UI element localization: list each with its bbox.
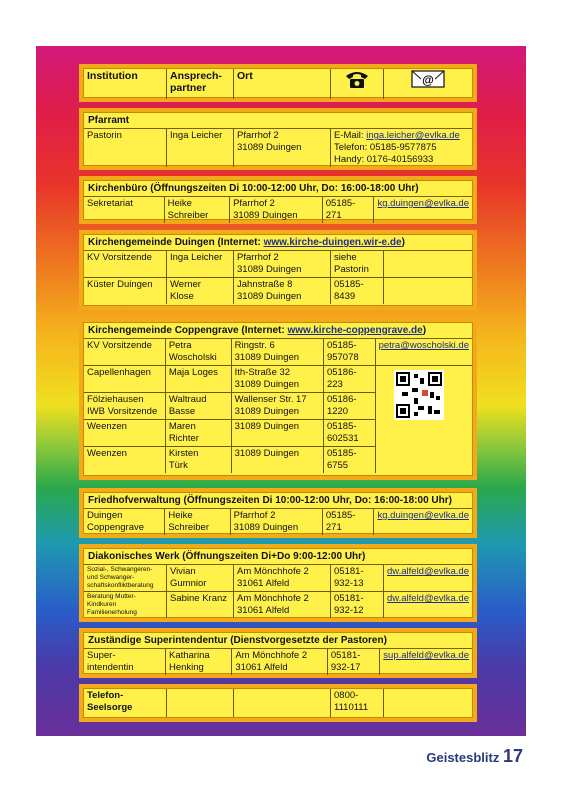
seelsorge-block [79,684,477,722]
telephone-icon [344,70,370,90]
header-location: Ort [234,69,331,99]
kirchenbuero-phone: 05185- 271 [322,197,374,223]
table-row: KV Vorsitzende Inga Leicher Pfarrhof 2 31089 Duingen siehe Pastorin [84,251,472,278]
table-row: Fölziehausen IWB Vorsitzende Waltraud Basse Wallenser Str. 17 31089 Duingen 05186- 1220 [84,393,472,420]
diakonie-email-link-2[interactable]: dw.alfeld@evlka.de [387,593,469,604]
header-block [79,64,477,102]
friedhof-block: Friedhofverwaltung (Öffnungszeiten Di 10:00-12:00 Uhr, Do: 16:00-18:00 Uhr) Duingen Coppengrave Heike Schreiber Pfarrhof 2 31089 Duingen 05185- 271 kg.duingen@evlka.de [79,488,477,538]
superintendentur-email-link[interactable]: sup.alfeld@evlka.de [383,650,469,661]
duingen-url-link[interactable]: www.kirche-duingen.wir-e.de [263,237,402,248]
header-mail [384,69,473,99]
pfarramt-title: Pfarramt [84,113,472,129]
superintendentur-block: Zuständige Superintendentur (Dienstvorgesetzte der Pastoren) Super- intendentin Katharina Henking Am Mönchhofe 2 31061 Alfeld 05181- 932-17 sup.alfeld@evlka.de [79,628,477,678]
diakonie-title: Diakonisches Werk (Öffnungszeiten Di+Do 9:00-12:00 Uhr) [84,549,472,565]
kirchenbuero-title: Kirchenbüro (Öffnungszeiten Di 10:00-12:00 Uhr, Do: 16:00-18:00 Uhr) [84,181,472,197]
duingen-title: Kirchengemeinde Duingen (Internet: www.kirche-duingen.wir-e.de) [84,235,472,251]
duingen-block [79,230,477,310]
svg-text:@: @ [422,73,434,87]
pfarramt-address: Pfarrhof 2 31089 Duingen [234,129,331,167]
kirchenbuero-email-link[interactable]: kg.duingen@evlka.de [377,198,469,209]
table-row: Capellenhagen Maja Loges Ith-Straße 32 31089 Duingen 05186- 223 [84,366,472,393]
kirchenbuero-email [374,197,472,223]
coppengrave-title: Kirchengemeinde Coppengrave (Internet: www.kirche-coppengrave.de) [84,323,472,339]
kirchenbuero-address: Pfarrhof 2 31089 Duingen [230,197,323,223]
friedhof-email-link[interactable]: kg.duingen@evlka.de [377,510,469,521]
kirchenbuero-person: Heike Schreiber [164,197,229,223]
pfarramt-role: Pastorin [87,130,122,141]
envelope-icon [411,70,445,88]
seelsorge-label: Telefon- Seelsorge [87,690,133,713]
header-phone [331,69,384,99]
magazine-name: Geistesblitz [426,750,500,765]
table-row: Beratung Mutter- Kindkuren Familienerholung Sabine Kranz Am Mönchhofe 2 31061 Alfeld 05181- 932-12 dw.alfeld@evlka.de [84,592,472,619]
qr-code-icon [394,370,444,420]
table-row: Weenzen Kirsten Türk 31089 Duingen 05185- 6755 [84,447,472,474]
header-table [84,69,472,99]
diakonie-block [79,544,477,622]
diakonie-email-link-1[interactable]: dw.alfeld@evlka.de [387,566,469,577]
coppengrave-url-link[interactable]: www.kirche-coppengrave.de [287,325,423,336]
pfarramt-email-link[interactable]: inga.leicher@evlka.de [366,130,460,141]
kirchenbuero-block [79,176,477,224]
pfarramt-block [79,108,477,170]
page-footer [426,746,523,767]
coppengrave-block [79,318,477,480]
table-row: KV Vorsitzende Petra Woscholski Ringstr. 6 31089 Duingen 05185- 957078 petra@woscholski.de [84,339,472,366]
seelsorge-phone: 0800- 1110111 [331,689,384,717]
page-number: 17 [502,746,523,766]
pfarramt-person: Inga Leicher [167,129,234,167]
table-row: Sozial-, Schwangeren- und Schwanger- schaftskonfliktberatung Vivian Gumnior Am Mönchhofe 2 31061 Alfeld 05181- 932-13 dw.alfeld@evlka.de [84,565,472,592]
header-contact: Ansprech- partner [167,69,234,99]
table-row: Weenzen Maren Richter 31089 Duingen 05185- 602531 [84,420,472,447]
table-row: Küster Duingen Werner Klose Jahnstraße 8 31089 Duingen 05185- 8439 [84,278,472,305]
kirchenbuero-role: Sekretariat [87,198,133,209]
coppengrave-email-link[interactable]: petra@woscholski.de [378,340,469,351]
friedhof-title: Friedhofverwaltung (Öffnungszeiten Di 10:00-12:00 Uhr, Do: 16:00-18:00 Uhr) [84,493,472,509]
header-institution: Institution [87,70,138,82]
superintendentur-title: Zuständige Superintendentur (Dienstvorgesetzte der Pastoren) [84,633,472,649]
pfarramt-contact: E-Mail: inga.leicher@evlka.de Telefon: 05185-9577875 Handy: 0176-40156933 [331,129,473,167]
